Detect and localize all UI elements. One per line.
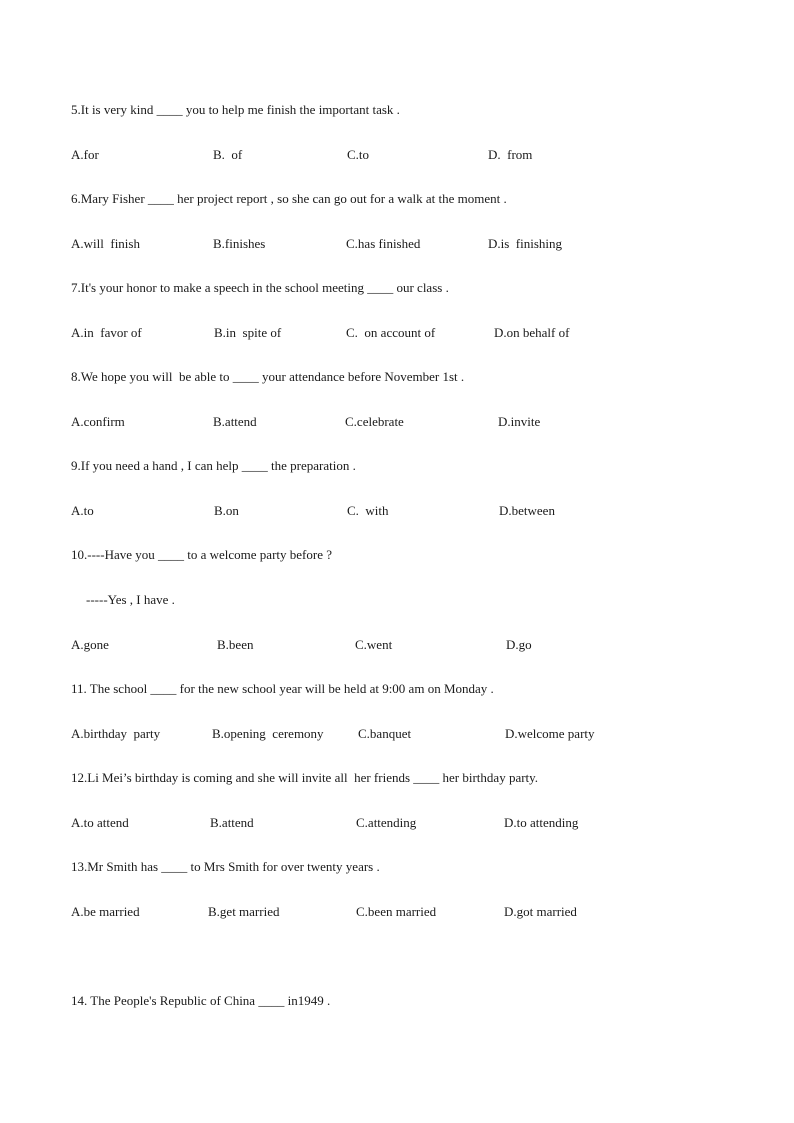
question-13-option-d: D.got married: [504, 904, 577, 919]
question-10-option-b: B.been: [217, 637, 254, 652]
question-10-option-a: A.gone: [71, 637, 109, 652]
question-5-option-d: D. from: [488, 147, 533, 162]
question-6-option-b: B.finishes: [213, 236, 266, 251]
question-8-option-b: B.attend: [213, 414, 257, 429]
question-6-stem: 6.Mary Fisher ____ her project report , so she can go out for a walk at the moment .: [71, 191, 507, 206]
question-10-stem: 10.----Have you ____ to a welcome party before ?: [71, 547, 332, 562]
question-8-stem: 8.We hope you will be able to ____ your attendance before November 1st .: [71, 369, 465, 384]
question-11-option-b: B.opening ceremony: [212, 726, 324, 741]
question-7-option-d: D.on behalf of: [494, 325, 570, 340]
question-9-option-c: C. with: [347, 503, 389, 518]
question-13-option-b: B.get married: [208, 904, 280, 919]
question-12-option-d: D.to attending: [504, 815, 579, 830]
question-12-option-b: B.attend: [210, 815, 254, 830]
question-6-option-d: D.is finishing: [488, 236, 563, 251]
question-11-option-a: A.birthday party: [71, 726, 161, 741]
question-13-stem: 13.Mr Smith has ____ to Mrs Smith for over twenty years .: [71, 859, 380, 874]
question-7-option-b: B.in spite of: [214, 325, 282, 340]
question-6-option-a: A.will finish: [71, 236, 140, 251]
question-7-stem: 7.It's your honor to make a speech in the school meeting ____ our class .: [71, 280, 449, 295]
question-5-option-a: A.for: [71, 147, 99, 162]
question-10-option-d: D.go: [506, 637, 532, 652]
question-9-option-d: D.between: [499, 503, 555, 518]
question-8-option-c: C.celebrate: [345, 414, 404, 429]
question-14-stem: 14. The People's Republic of China ____ in1949 .: [71, 993, 331, 1008]
question-12-stem: 12.Li Mei’s birthday is coming and she will invite all her friends ____ her birthday party.: [71, 770, 539, 785]
question-9-stem: 9.If you need a hand , I can help ____ the preparation .: [71, 458, 356, 473]
question-9-option-b: B.on: [214, 503, 239, 518]
question-13-option-c: C.been married: [356, 904, 437, 919]
question-10-reply: -----Yes , I have .: [86, 592, 175, 607]
question-5-option-b: B. of: [213, 147, 243, 162]
question-9-option-a: A.to: [71, 503, 94, 518]
question-11-option-c: C.banquet: [358, 726, 412, 741]
question-7-option-a: A.in favor of: [71, 325, 142, 340]
question-5-option-c: C.to: [347, 147, 370, 162]
question-12-option-c: C.attending: [356, 815, 417, 830]
question-6-option-c: C.has finished: [346, 236, 421, 251]
question-8-option-a: A.confirm: [71, 414, 125, 429]
question-13-option-a: A.be married: [71, 904, 140, 919]
question-11-option-d: D.welcome party: [505, 726, 595, 741]
question-10-option-c: C.went: [355, 637, 393, 652]
question-5-stem: 5.It is very kind ____ you to help me finish the important task .: [71, 102, 400, 117]
question-12-option-a: A.to attend: [71, 815, 129, 830]
question-8-option-d: D.invite: [498, 414, 541, 429]
question-11-stem: 11. The school ____ for the new school year will be held at 9:00 am on Monday .: [71, 681, 494, 696]
question-7-option-c: C. on account of: [346, 325, 436, 340]
